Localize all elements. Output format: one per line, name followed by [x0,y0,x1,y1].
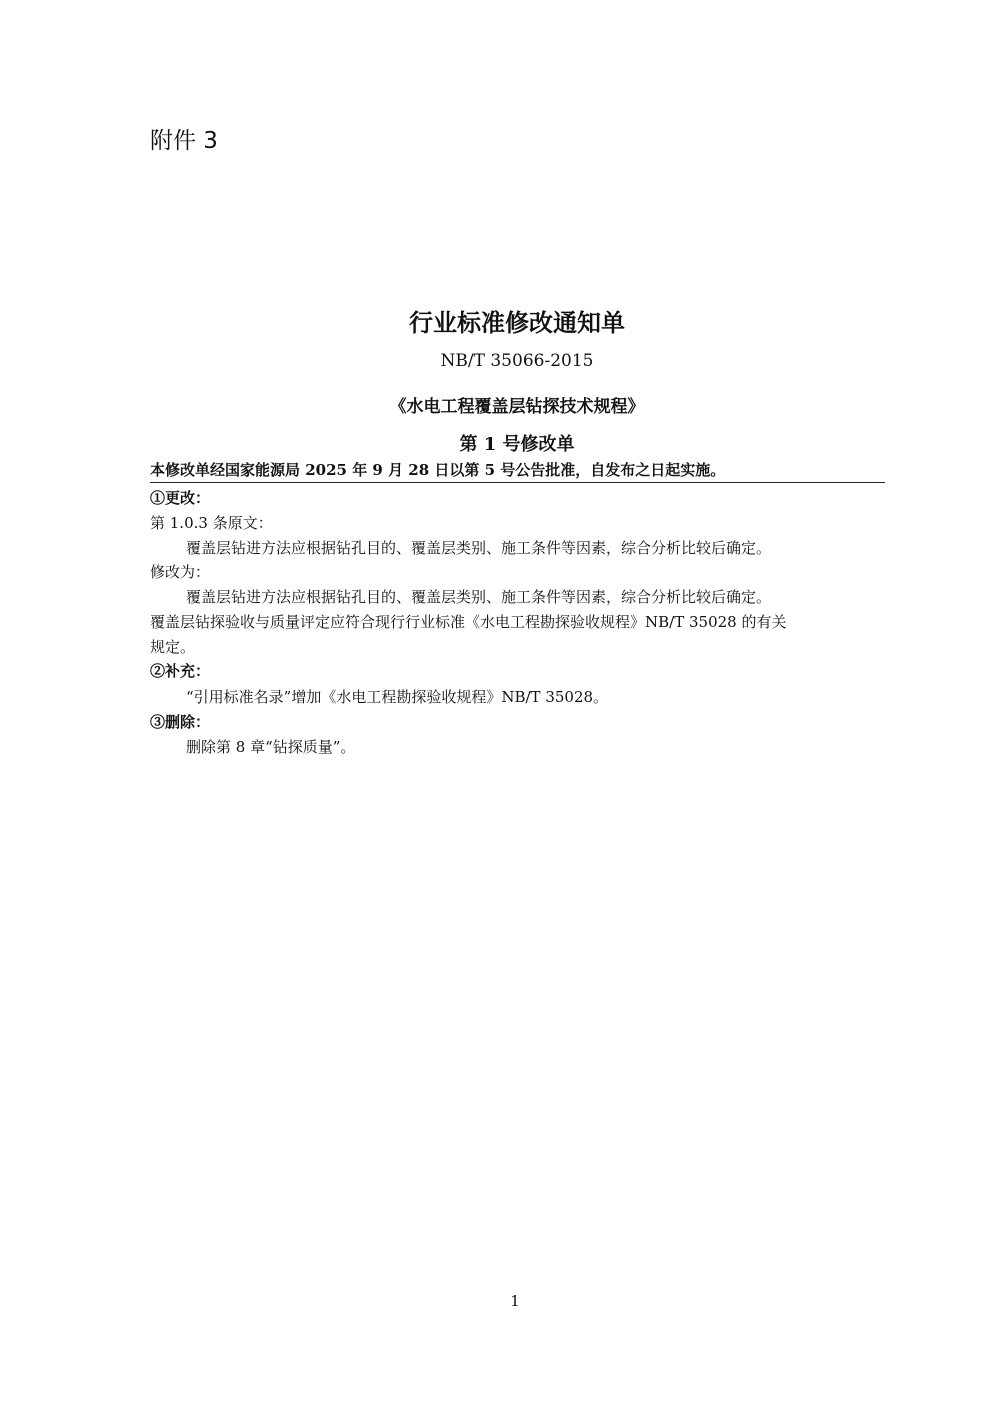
standard-code: NB/T 35066-2015 [440,351,594,371]
approval-note: 本修改单经国家能源局 2025 年 9 月 28 日以第 5 号公告批准，自发布之日起实施。 [150,461,726,479]
change-heading: ①更改： [150,489,211,507]
revised-text-line-2: 覆盖层钻探验收与质量评定应符合现行行业标准《水电工程勘探验收规程》NB/T 35028 的有关 [150,613,787,631]
supplement-text: “引用标准名录”增加《水电工程勘探验收规程》NB/T 35028。 [186,688,609,706]
amendment-number: 第 1 号修改单 [459,434,575,455]
page-number: 1 [510,1292,520,1310]
standard-name: 《水电工程覆盖层钻探技术规程》 [389,397,645,417]
supplement-heading: ②补充： [150,662,211,680]
revised-label: 修改为： [150,563,211,581]
original-text: 覆盖层钻进方法应根据钻孔目的、覆盖层类别、施工条件等因素，综合分析比较后确定。 [186,539,772,557]
revised-text-line-1: 覆盖层钻进方法应根据钻孔目的、覆盖层类别、施工条件等因素，综合分析比较后确定。 [186,588,772,606]
revised-text-line-3: 规定。 [150,638,196,656]
header-divider [150,482,885,483]
delete-heading: ③删除： [150,713,211,731]
clause-original-label: 第 1.0.3 条原文： [150,514,273,532]
document-title: 行业标准修改通知单 [409,308,625,337]
delete-text: 删除第 8 章“钻探质量”。 [186,738,356,756]
attachment-label: 附件 3 [150,128,218,154]
